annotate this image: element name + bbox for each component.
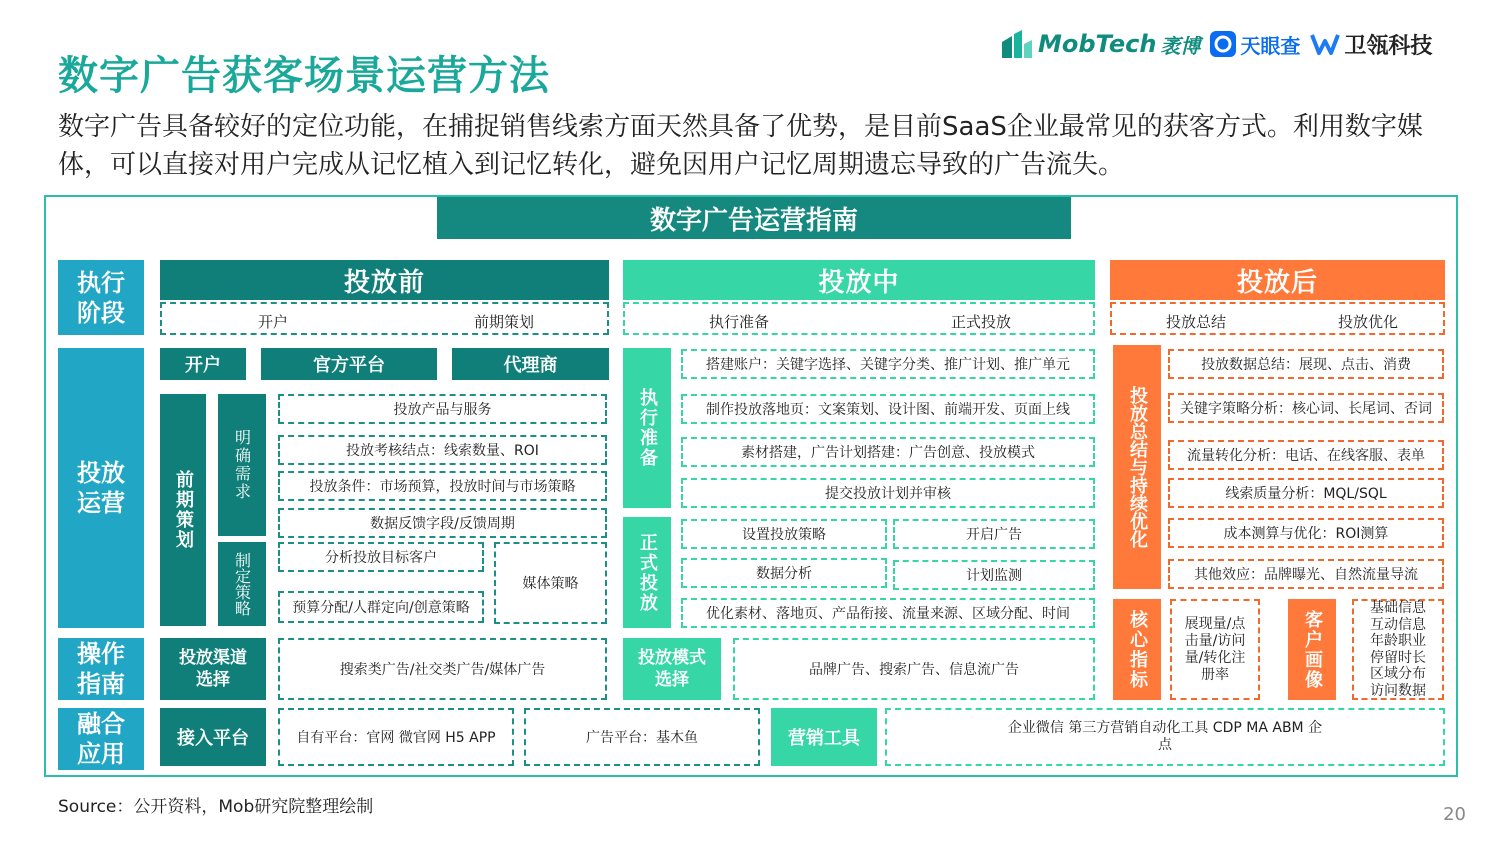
source-note: Source：公开资料，Mob研究院整理绘制 (58, 797, 374, 817)
persona-value (1352, 599, 1444, 700)
before-subheader (160, 302, 609, 335)
prep-item-account: 搭建账户：关键字选择、关键字分类、推广计划、推广单元 (681, 349, 1095, 379)
summary-label-text: 投放总结与持续优化 (1127, 386, 1148, 548)
after-header: 投放后 (1110, 260, 1445, 300)
prep-item-material: 素材搭建，广告计划搭建：广告创意、投放模式 (681, 437, 1095, 467)
set-strategy: 设置投放策略 (681, 519, 887, 549)
own-platform: 自有平台：官网 微官网 H5 APP (278, 708, 514, 766)
row-label-ops (58, 348, 144, 628)
channel-value: 搜索类广告/社交类广告/媒体广告 (278, 638, 607, 700)
before-item-product: 投放产品与服务 (278, 394, 607, 424)
optimize-item: 优化素材、落地页、产品衔接、流量来源、区域分配、时间 (681, 598, 1095, 628)
after-item-keyword: 关键字策略分析：核心词、长尾词、否词 (1168, 393, 1444, 423)
before-header: 投放前 (160, 260, 609, 300)
page-title: 数字广告获客场景运营方法 (58, 53, 550, 99)
weiwen-logo-icon (1310, 31, 1340, 57)
persona-label-text: 客户画像 (1302, 609, 1323, 690)
row-label-guide-text: 操作指南 (77, 640, 125, 698)
kpi-label-text: 核心指标 (1127, 609, 1148, 690)
tab-agent: 代理商 (452, 348, 609, 380)
mode-value: 品牌广告、搜索广告、信息流广告 (733, 638, 1095, 700)
start-ad: 开启广告 (893, 519, 1095, 549)
row-label-stage-text: 执行阶段 (77, 268, 125, 327)
before-item-budget: 预算分配/人群定向/创意策略 (278, 591, 484, 623)
after-subheader (1110, 302, 1445, 335)
kpi-value (1170, 599, 1260, 700)
summary-label (1113, 345, 1161, 589)
persona-label (1288, 599, 1336, 700)
tab-official-platform: 官方平台 (261, 348, 437, 380)
kpi-value-text: 展现量/点击量/访问量/转化注册率 (1184, 615, 1246, 683)
row-label-guide (58, 638, 144, 700)
after-sub-summary: 投放总结 (1166, 313, 1227, 331)
launch-label-text: 正式投放 (637, 532, 658, 613)
intro-text: 数字广告具备较好的定位功能，在捕捉销售线索方面天然具备了优势，是目前SaaS企业最常见的获客方式。利用数字媒体，可以直接对用户完成从记忆植入到记忆转化，避免因用户记忆周期遗忘导致的广告流失。 (58, 112, 1423, 180)
channel-label (160, 638, 266, 700)
channel-label-text: 投放渠道选择 (179, 648, 247, 690)
tianyancha-logo-icon (1210, 31, 1236, 57)
plan-monitor: 计划监测 (893, 560, 1095, 590)
row-label-apply (58, 708, 144, 770)
after-item-traffic: 流量转化分析：电话、在线客服、表单 (1168, 440, 1444, 470)
mode-label-text: 投放模式选择 (638, 648, 706, 690)
data-analysis: 数据分析 (681, 558, 887, 588)
after-item-lead: 线索质量分析：MQL/SQL (1168, 478, 1444, 508)
access-label: 接入平台 (160, 708, 266, 766)
kpi-label (1113, 599, 1161, 700)
plan-label (160, 394, 206, 626)
before-item-feedback: 数据反馈字段/反馈周期 (278, 508, 607, 538)
during-sub-prep: 执行准备 (709, 313, 770, 331)
tianyancha-logo-text: 天眼查 (1240, 33, 1301, 58)
row-label-ops-text: 投放运营 (77, 459, 125, 517)
persona-value-text: 基础信息 互动信息 年龄职业 停留时长 区域分布 访问数据 (1370, 600, 1426, 699)
during-header: 投放中 (623, 260, 1095, 300)
prep-item-landing: 制作投放落地页：文案策划、设计图、前端开发、页面上线 (681, 394, 1095, 424)
prep-label (623, 348, 671, 508)
strategy-label-text: 制定策略 (232, 552, 252, 616)
logo-bar (1002, 22, 1482, 66)
launch-label (623, 517, 671, 628)
after-item-cost: 成本测算与优化：ROI测算 (1168, 518, 1444, 548)
before-sub-plan: 前期策划 (474, 313, 535, 331)
page-number: 20 (1443, 804, 1466, 825)
row-label-apply-text: 融合应用 (77, 710, 125, 768)
strategy-label (218, 542, 266, 626)
mobtech-logo-icon (1002, 30, 1032, 58)
tool-label: 营销工具 (771, 708, 877, 766)
weiwen-logo-text: 卫瓴科技 (1344, 33, 1433, 59)
mobtech-cn-text: 袤博 (1160, 33, 1201, 58)
before-item-media: 媒体策略 (494, 542, 607, 624)
ad-platform: 广告平台：基木鱼 (524, 708, 760, 766)
before-sub-account: 开户 (258, 313, 289, 331)
need-label (218, 394, 266, 536)
before-item-target: 分析投放目标客户 (278, 542, 484, 572)
need-label-text: 明确需求 (232, 429, 252, 501)
tool-value-text: 企业微信 第三方营销自动化工具 CDP MA ABM 企点 (1007, 720, 1323, 753)
row-label-stage (58, 260, 144, 335)
before-item-kpi: 投放考核结点：线索数量、ROI (278, 435, 607, 465)
guide-banner: 数字广告运营指南 (437, 197, 1071, 239)
after-item-data: 投放数据总结：展现、点击、消费 (1168, 349, 1444, 379)
during-subheader (623, 302, 1095, 335)
tab-account: 开户 (160, 348, 246, 380)
prep-label-text: 执行准备 (637, 388, 658, 468)
before-item-conditions: 投放条件：市场预算，投放时间与市场策略 (278, 471, 607, 501)
tool-value (885, 708, 1445, 766)
mode-label (623, 638, 721, 700)
after-item-other: 其他效应：品牌曝光、自然流量导流 (1168, 559, 1444, 589)
after-sub-optimize: 投放优化 (1338, 313, 1399, 331)
prep-item-submit: 提交投放计划并审核 (681, 478, 1095, 508)
during-sub-launch: 正式投放 (951, 313, 1012, 331)
plan-label-text: 前期策划 (173, 470, 194, 550)
mobtech-logo-text: MobTech (1038, 30, 1157, 58)
